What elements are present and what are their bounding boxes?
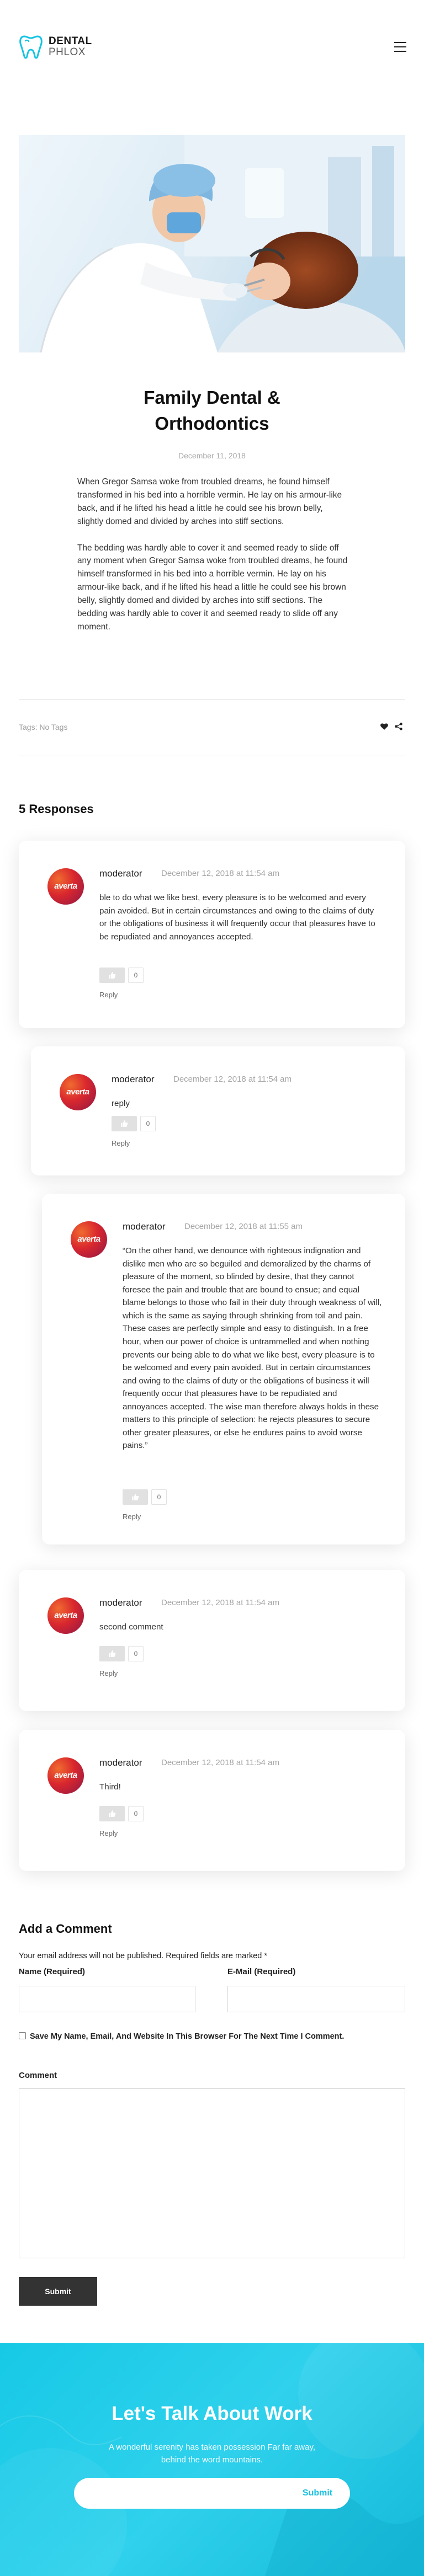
reply-link[interactable]: Reply [123,1513,141,1521]
responses-title: 5 Responses [19,802,94,816]
like-count: 0 [128,1806,144,1821]
cta-submit-button[interactable]: Submit [293,2483,342,2503]
like-button[interactable] [99,1806,125,1821]
email-input[interactable] [227,1986,405,2012]
like-count: 0 [128,968,144,983]
save-info-label: Save My Name, Email, And Website In This Browser For The Next Time I Comment. [30,2032,344,2041]
hero-image [19,135,405,352]
thumbs-up-icon [108,971,116,980]
cta-form [74,2478,350,2509]
comment-date: December 12, 2018 at 11:54 am [173,1075,292,1084]
add-comment-title: Add a Comment [19,1922,112,1936]
comment-date: December 12, 2018 at 11:54 am [161,1758,280,1767]
comment-date: December 12, 2018 at 11:55 am [184,1222,303,1231]
avatar: averta [47,1597,84,1634]
heart-icon[interactable] [380,722,389,731]
avatar: averta [47,868,84,905]
post-title-line1: Family Dental & [144,387,280,408]
comment-card [31,1046,405,1175]
comment-date: December 12, 2018 at 11:54 am [161,1598,280,1607]
save-info-checkbox[interactable] [19,2032,26,2039]
avatar: averta [47,1757,84,1794]
comment-text: Third! [99,1782,121,1792]
thumbs-up-icon [131,1493,140,1501]
like-button[interactable] [112,1116,137,1131]
avatar: averta [71,1221,107,1258]
reply-link[interactable]: Reply [99,1829,118,1837]
dentist-photo [19,135,405,352]
comment-author: moderator [123,1221,166,1232]
comment-date: December 12, 2018 at 11:54 am [161,869,280,878]
post-body [77,475,348,647]
comment-author: moderator [112,1074,155,1084]
thumbs-up-icon [108,1809,116,1818]
post-title-line2: Orthodontics [155,413,269,434]
site-header [0,0,424,94]
logo-line2: PHLOX [49,46,86,58]
like-button[interactable] [99,968,125,983]
comment-author: moderator [99,868,142,879]
like-button[interactable] [99,1646,125,1661]
thumbs-up-icon [120,1119,129,1128]
post-date: December 11, 2018 [178,451,246,460]
post-paragraph: When Gregor Samsa woke from troubled dreams, he found himself transformed in his bed into a horrible vermin. He lay on his armour-like back, and if he lifted his head a little he could see his brown belly, slightly domed and divided by arches into stiff sections. [77,477,342,526]
logo-line1: DENTAL [49,35,92,47]
comment-author: moderator [99,1757,142,1768]
comment-text: “On the other hand, we denounce with righteous indignation and dislike men who are so beguiled and demoralized by the charms of pleasure of the moment, so blinded by desire, that they cannot foresee the pain and trouble that are bound to ensue; and equal blame belongs to those who fail in their duty through weakness of will, which is the same as saying through shrinking from toil and pain. These cases are perfectly simple and easy to distinguish. In a free hour, when our power of choice is untrammelled and when nothing prevents our being able to do what we like best, every pleasure is to be welcomed and every pain avoided. But in certain circumstances and owing to the claims of duty or the obligations of business it will frequently occur that pleasures have to be repudiated and annoyances accepted. The wise man therefore always holds in these matters to this principle of selection: he rejects pleasures to secure other greater pleasures, or else he endures pains to avoid worse pains.” [123,1246,382,1451]
post-paragraph: The bedding was hardly able to cover it and seemed ready to slide off any moment when Gregor Samsa woke from troubled dreams, he found himself transformed in his bed into a horrible vermin. He lay on his armour-like back, and if he lifted his head a little he could see his brown belly, slightly domed and divided by arches into stiff sections. The bedding was hardly able to cover it and seemed ready to slide off any moment. [77,543,348,632]
comment-label: Comment [19,2071,57,2080]
hamburger-icon[interactable] [394,42,406,52]
reply-link[interactable]: Reply [99,991,118,999]
tooth-logo-icon [19,34,43,60]
submit-comment-button[interactable]: Submit [19,2277,97,2306]
reply-link[interactable]: Reply [112,1139,130,1147]
share-icon[interactable] [394,722,403,731]
comment-textarea[interactable] [19,2088,405,2258]
reply-link[interactable]: Reply [99,1669,118,1677]
like-button[interactable] [123,1489,148,1505]
name-input[interactable] [19,1986,195,2012]
comment-author: moderator [99,1597,142,1608]
comment-card [19,841,405,1028]
like-count: 0 [128,1646,144,1661]
cta-section [0,2343,424,2576]
avatar: averta [60,1074,96,1110]
like-count: 0 [140,1116,156,1131]
form-note: Your email address will not be published. Required fields are marked * [19,1952,268,1960]
email-label: E-Mail (Required) [227,1967,296,1976]
comment-card [19,1730,405,1871]
site-logo[interactable] [19,34,92,60]
name-label: Name (Required) [19,1967,86,1976]
cta-input[interactable] [89,2483,277,2503]
post-title [46,385,378,437]
thumbs-up-icon [108,1649,116,1658]
cta-subtitle: A wonderful serenity has taken possession Far far away, behind the word mountains. [108,2443,316,2465]
like-count: 0 [151,1489,167,1505]
comment-text: ble to do what we like best, every pleasure is to be welcomed and every pain avoided. But in certain circumstances and owing to the claims of duty or the obligations of business it will frequently occur that pleasures have to be repudiated and annoyances accepted. [99,893,375,942]
cta-title: Let's Talk About Work [112,2403,312,2424]
comment-card [19,1570,405,1711]
post-tags: Tags: No Tags [19,723,68,731]
comment-card [42,1194,405,1544]
comment-text: second comment [99,1622,163,1632]
divider [19,699,405,700]
comment-text: reply [112,1099,130,1108]
